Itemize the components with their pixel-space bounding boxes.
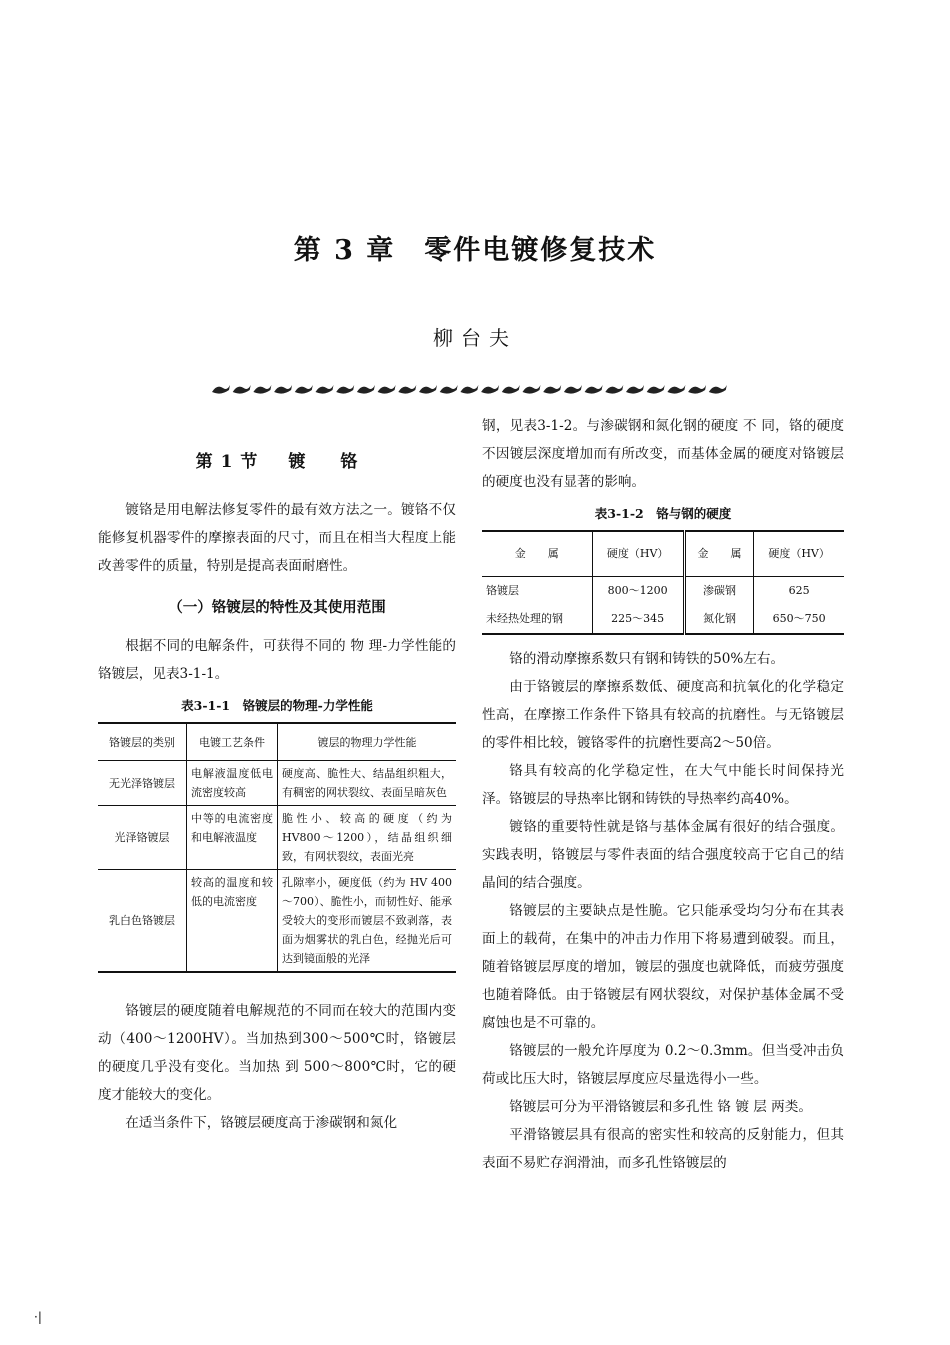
table-header-cell: 硬度（HV） xyxy=(592,531,684,577)
paragraph: 钢，见表3-1-2。与渗碳钢和氮化钢的硬度 不 同，铬的硬度不因镀层深度增加而有所改变，而基体金属的硬度对铬镀层的硬度也没有显著的影响。 xyxy=(482,418,844,490)
table-cell: 800～1200 xyxy=(592,577,684,606)
table-cell: 中等的电流密度和电解液温度 xyxy=(187,806,278,870)
table-header-cell: 硬度（HV） xyxy=(754,531,844,577)
hardness-table xyxy=(482,530,844,635)
ornament-leaf-icon xyxy=(688,385,706,394)
right-column xyxy=(482,412,844,1177)
ornament-leaf-icon xyxy=(233,385,251,394)
author-name: 柳台夫 xyxy=(433,326,517,350)
table-row xyxy=(98,761,456,806)
ornament-leaf-icon xyxy=(585,385,603,394)
ornament-leaf-icon xyxy=(336,385,354,394)
table-header-row xyxy=(98,723,456,761)
ornament-leaf-icon xyxy=(357,385,375,394)
table-header-cell: 金 属 xyxy=(482,531,592,577)
paragraph: 镀铬的重要特性就是铬与基体金属有很好的结合强度。实践表明，铬镀层与零件表面的结合强度较高于它自己的结晶间的结合强度。 xyxy=(482,819,844,891)
paragraph: 铬的滑动摩擦系数只有钢和铸铁的50%左右。 xyxy=(509,651,785,667)
section-title: 第 1 节 镀 铬 xyxy=(195,452,359,472)
table-header-cell: 铬镀层的类别 xyxy=(98,723,187,761)
ornament-leaf-icon xyxy=(212,385,230,394)
table-cell: 未经热处理的钢 xyxy=(482,605,592,634)
left-column xyxy=(98,448,456,1137)
table-cell: 225～345 xyxy=(592,605,684,634)
table-header-cell: 镀层的物理力学性能 xyxy=(278,723,457,761)
table-cell: 电解液温度低电流密度较高 xyxy=(187,761,278,806)
table-cell: 氮化钢 xyxy=(684,605,754,634)
ornament-leaf-icon xyxy=(502,385,520,394)
table-header-cell: 金 属 xyxy=(684,531,754,577)
paragraph: 镀铬是用电解法修复零件的最有效方法之一。镀铬不仅能修复机器零件的摩擦表面的尺寸，而且在相当大程度上能改善零件的质量，特别是提高表面耐磨性。 xyxy=(98,502,456,574)
ornament-leaf-icon xyxy=(564,385,582,394)
table-row xyxy=(98,806,456,870)
table-cell: 650～750 xyxy=(772,612,826,625)
ornament-leaf-icon xyxy=(523,385,541,394)
table-row xyxy=(98,870,456,973)
chapter-title: 第 3 章 零件电镀修复技术 xyxy=(293,235,657,266)
paragraph: 铬镀层的主要缺点是性脆。它只能承受均匀分布在其表面上的载荷，在集中的冲击力作用下将易遭到破裂。而且，随着铬镀层厚度的增加，镀层的强度也就降低，而疲劳强度也随着降低。由于铬镀层有网状裂纹，对保护基体金属不受腐蚀也是不可靠的。 xyxy=(482,903,844,1031)
ornament-leaf-icon xyxy=(398,385,416,394)
table-caption: 表3-1-2 铬与钢的硬度 xyxy=(594,506,732,521)
ornament-leaf-icon xyxy=(667,385,685,394)
page-mark: ·| xyxy=(34,1310,42,1324)
table-caption: 表3-1-1 铬镀层的物理-力学性能 xyxy=(181,698,373,713)
ornament-leaf-icon xyxy=(543,385,561,394)
paragraph: 在适当条件下，铬镀层硬度高于渗碳钢和氮化 xyxy=(125,1115,398,1131)
table-header-cell: 电镀工艺条件 xyxy=(187,723,278,761)
ornament-leaf-icon xyxy=(647,385,665,394)
table-cell: 硬度高、脆性大、结晶组织粗大，有稠密的网状裂纹、表面呈暗灰色 xyxy=(278,761,457,806)
table-row xyxy=(482,577,844,606)
subsection-title: （一）铬镀层的特性及其使用范围 xyxy=(168,599,386,616)
table-row xyxy=(482,605,844,634)
ornament-leaf-icon xyxy=(274,385,292,394)
ornament-leaf-icon xyxy=(460,385,478,394)
table-cell: 无光泽铬镀层 xyxy=(98,761,187,806)
table-cell: 脆性小、较高的硬度（约为 HV800～1200），结晶组织细致，有网状裂纹，表面光亮 xyxy=(278,806,457,870)
table-cell: 较高的温度和较低的电流密度 xyxy=(187,870,278,973)
table-header-row xyxy=(482,531,844,577)
property-table xyxy=(98,722,456,973)
ornament-leaf-icon xyxy=(626,385,644,394)
paragraph: 铬具有较高的化学稳定性，在大气中能长时间保持光泽。铬镀层的导热率比钢和铸铁的导热率约高40%。 xyxy=(482,763,844,807)
ornament-leaf-icon xyxy=(419,385,437,394)
ornament-leaf-icon xyxy=(481,385,499,394)
ornament-leaf-icon xyxy=(253,385,271,394)
paragraph: 铬镀层的一般允许厚度为 0.2～0.3mm。但当受冲击负荷或比压大时，铬镀层厚度应尽量选得小一些。 xyxy=(482,1043,844,1087)
ornament-leaf-icon xyxy=(709,385,727,394)
ornament-leaf-icon xyxy=(605,385,623,394)
table-cell: 乳白色铬镀层 xyxy=(98,870,187,973)
paragraph: 铬镀层的硬度随着电解规范的不同而在较大的范围内变动（400～1200HV）。当加热到300～500℃时，铬镀层的硬度几乎没有变化。当加热 到 500～800℃时，它的硬度才能较大的变化。 xyxy=(98,1003,456,1103)
ornament-leaf-icon xyxy=(378,385,396,394)
paragraph: 由于铬镀层的摩擦系数低、硬度高和抗氧化的化学稳定性高，在摩擦工作条件下铬具有较高的抗磨性。与无铬镀层的零件相比较，镀铬零件的抗磨性要高2～50倍。 xyxy=(482,679,844,751)
paragraph: 根据不同的电解条件，可获得不同的 物 理-力学性能的铬镀层，见表3-1-1。 xyxy=(98,638,456,682)
ornament-leaf-icon xyxy=(440,385,458,394)
paragraph: 平滑铬镀层具有很高的密实性和较高的反射能力，但其表面不易贮存润滑油，而多孔性铬镀层的 xyxy=(482,1127,844,1171)
paragraph: 铬镀层可分为平滑铬镀层和多孔性 铬 镀 层 两类。 xyxy=(509,1099,812,1115)
table-cell: 孔隙率小，硬度低（约为 HV 400～700）、脆性小，而韧性好、能承受较大的变形而镀层不致剥落，表面为烟雾状的乳白色，经抛光后可达到镜面般的光泽 xyxy=(278,870,457,973)
ornament-leaf-icon xyxy=(316,385,334,394)
table-cell: 渗碳钢 xyxy=(684,577,754,606)
table-cell: 铬镀层 xyxy=(482,577,592,606)
decorative-divider xyxy=(208,382,732,396)
ornament-leaf-icon xyxy=(295,385,313,394)
table-cell: 光泽铬镀层 xyxy=(98,806,187,870)
table-cell: 625 xyxy=(788,584,810,597)
